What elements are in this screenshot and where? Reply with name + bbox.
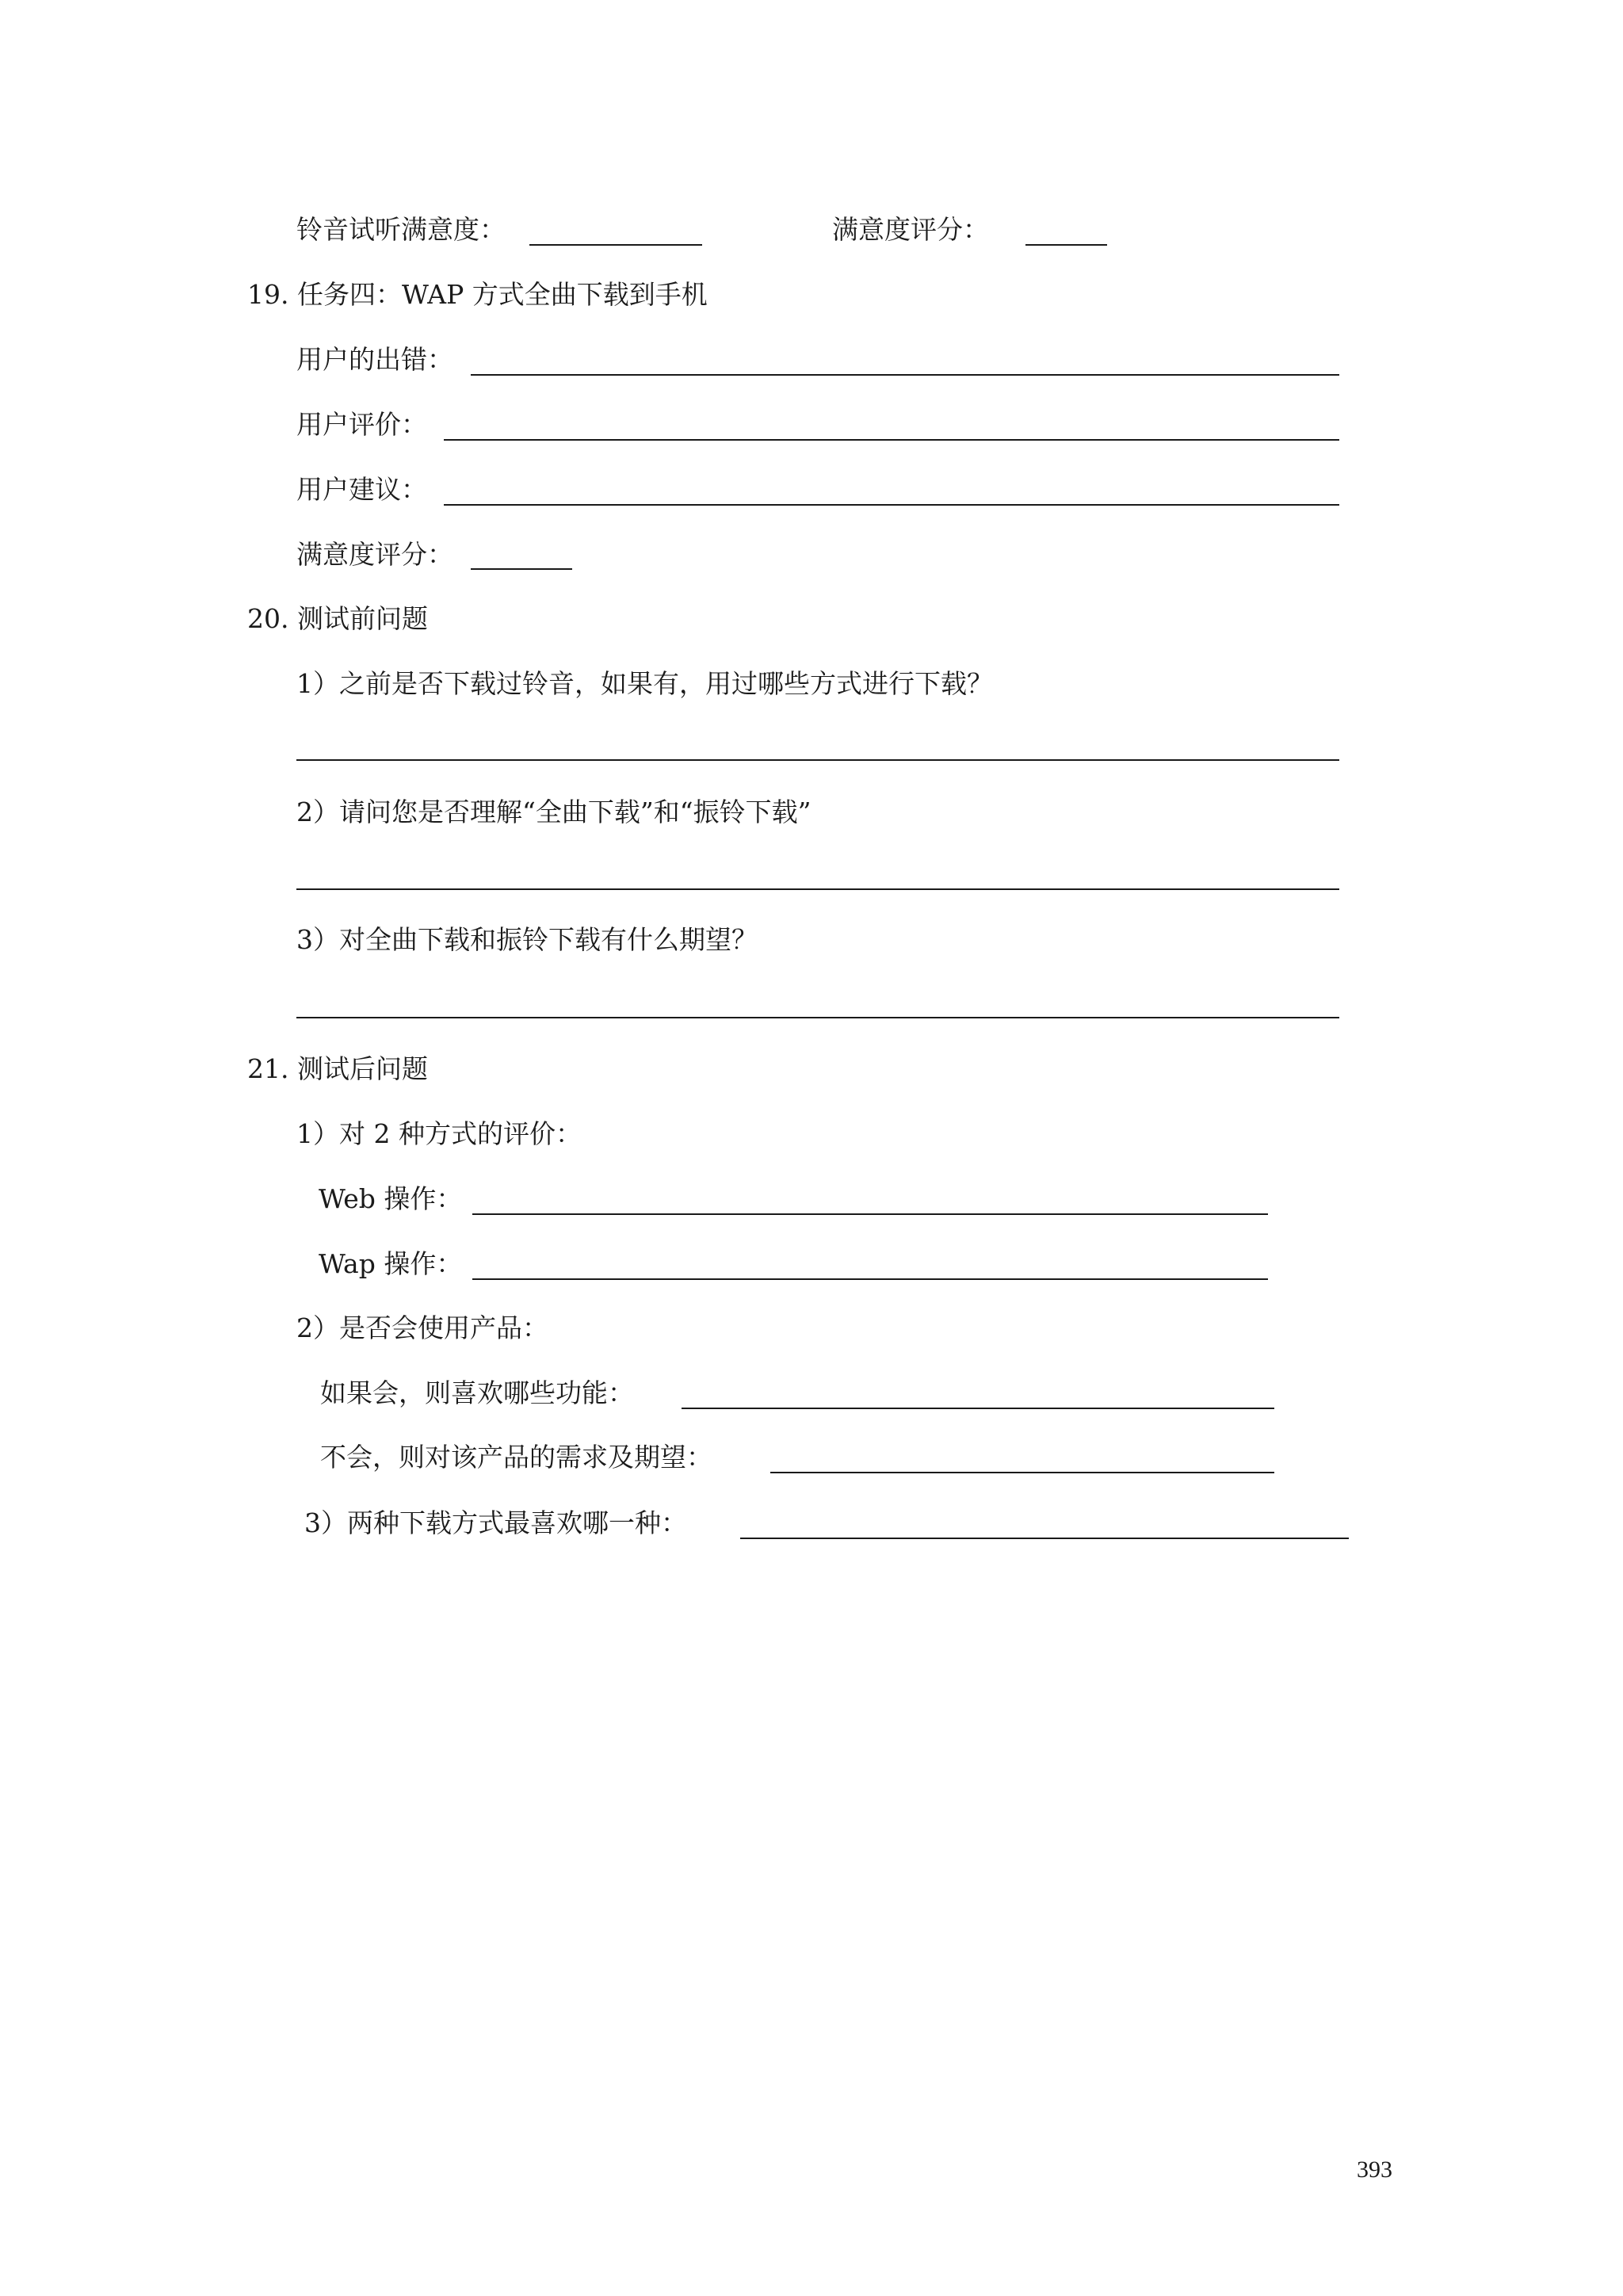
q19-errors-label: 用户的出错： — [296, 344, 453, 375]
q21-item-1: 1）对 2 种方式的评价： — [296, 1118, 582, 1149]
web-operation-label: Web 操作： — [319, 1183, 463, 1214]
q20-title: 20. 测试前问题 — [247, 603, 428, 634]
q20-item-3: 3）对全曲下载和振铃下载有什么期望？ — [296, 924, 758, 955]
q19-score-field[interactable] — [471, 568, 572, 570]
q21-item-2: 2）是否会使用产品： — [296, 1312, 548, 1343]
satisfaction-score-field[interactable] — [1025, 244, 1107, 246]
if-no-field[interactable] — [770, 1472, 1274, 1473]
q21-item-3: 3）两种下载方式最喜欢哪一种： — [304, 1507, 687, 1538]
q21-item-3-field[interactable] — [740, 1538, 1349, 1539]
q20-item-1: 1）之前是否下载过铃音，如果有，用过哪些方式进行下载？ — [296, 668, 993, 699]
if-yes-label: 如果会，则喜欢哪些功能： — [320, 1377, 634, 1408]
q19-suggestion-label: 用户建议： — [296, 474, 427, 505]
web-operation-field[interactable] — [472, 1213, 1268, 1215]
q20-item-2: 2）请问您是否理解“全曲下载”和“振铃下载” — [296, 797, 812, 827]
q20-item-1-answer-field[interactable] — [296, 759, 1339, 761]
q19-suggestion-field[interactable] — [444, 504, 1339, 506]
q19-evaluation-field[interactable] — [444, 439, 1339, 441]
if-yes-field[interactable] — [682, 1408, 1274, 1409]
q19-title: 19. 任务四：WAP 方式全曲下载到手机 — [247, 279, 708, 310]
ringtone-satisfaction-field[interactable] — [529, 244, 702, 246]
if-no-label: 不会，则对该产品的需求及期望： — [320, 1442, 712, 1473]
q20-item-3-answer-field[interactable] — [296, 1017, 1339, 1018]
satisfaction-score-label: 满意度评分： — [832, 214, 989, 245]
q19-errors-field[interactable] — [471, 374, 1339, 376]
q21-title: 21. 测试后问题 — [247, 1053, 428, 1084]
q20-item-2-answer-field[interactable] — [296, 888, 1339, 890]
page-number: 393 — [1357, 2157, 1392, 2183]
wap-operation-label: Wap 操作： — [319, 1248, 463, 1279]
q19-score-label: 满意度评分： — [296, 539, 453, 570]
wap-operation-field[interactable] — [472, 1278, 1268, 1280]
ringtone-satisfaction-label: 铃音试听满意度： — [296, 214, 506, 245]
q19-evaluation-label: 用户评价： — [296, 409, 427, 440]
